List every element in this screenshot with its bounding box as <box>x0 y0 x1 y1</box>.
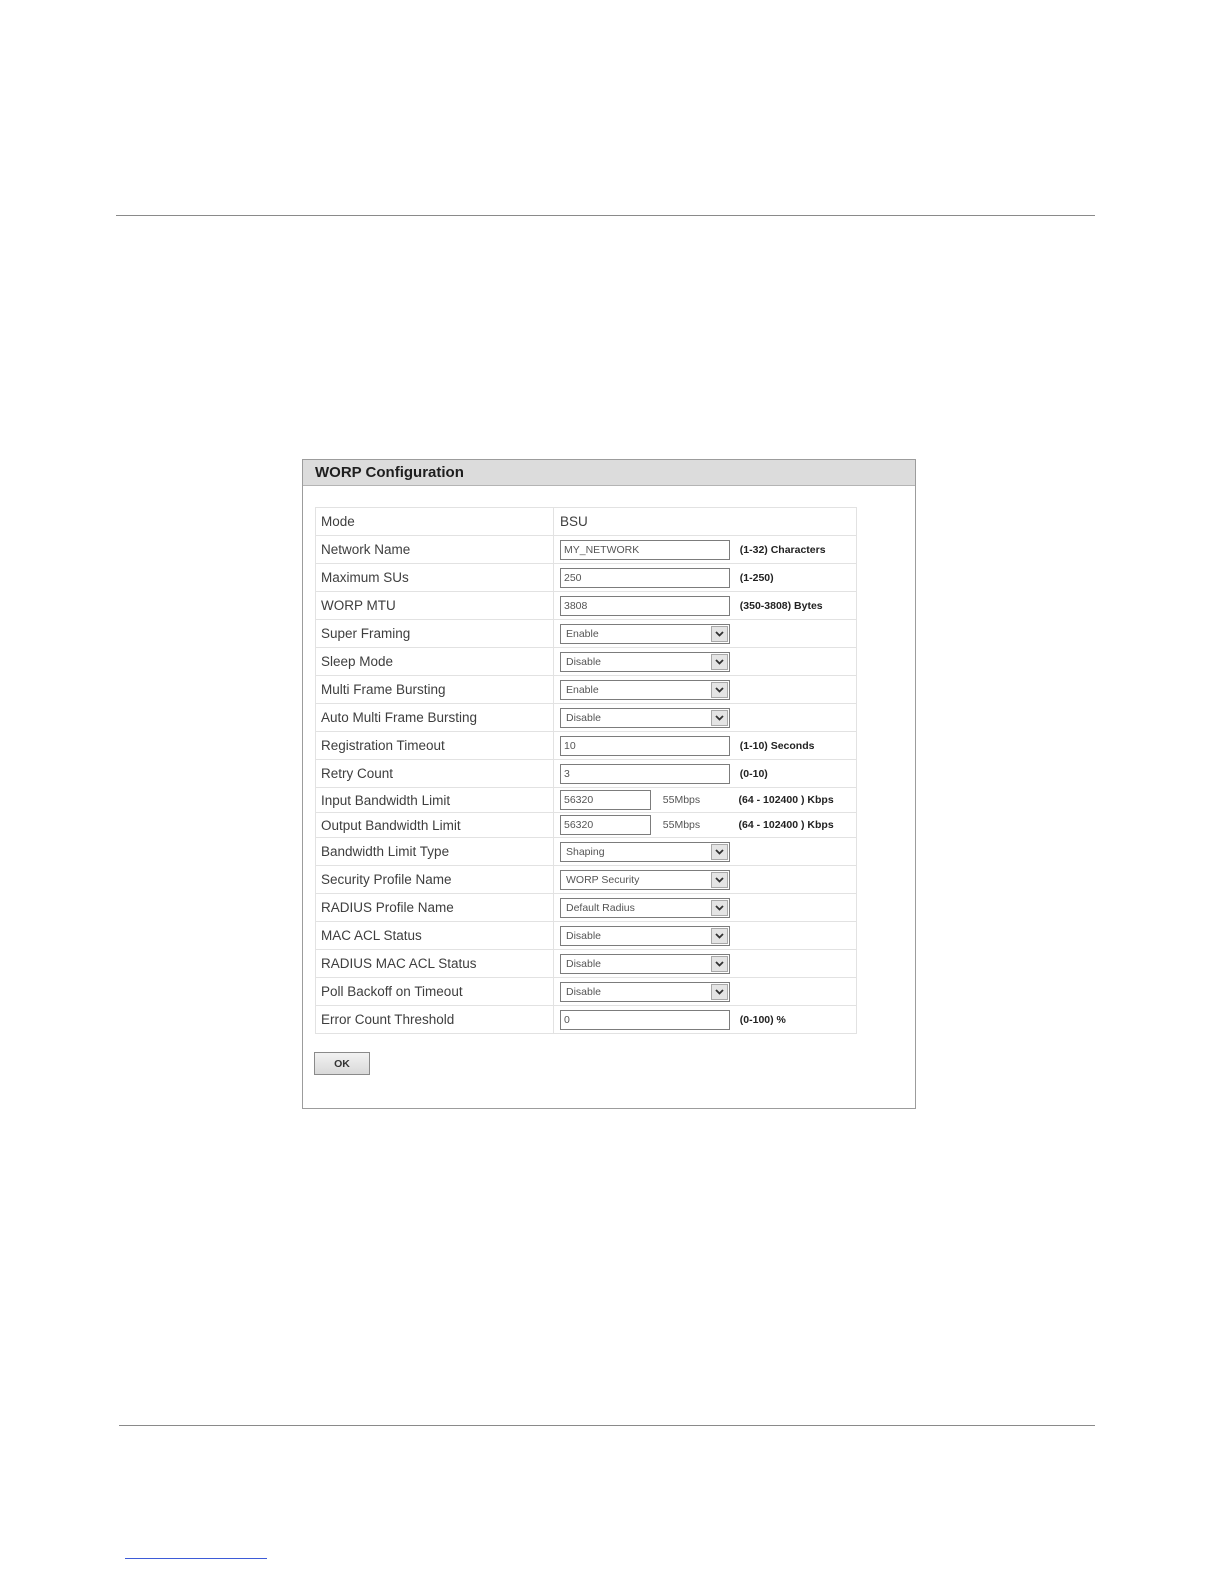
row-security-profile-name <box>316 866 857 894</box>
chevron-down-icon[interactable] <box>711 956 728 972</box>
row-poll-backoff-on-timeout <box>316 978 857 1006</box>
chevron-down-icon[interactable] <box>711 682 728 698</box>
super-framing-value: Enable <box>566 627 599 640</box>
chevron-down-icon[interactable] <box>711 654 728 670</box>
output-bw-limit-unit: 55Mbps <box>662 819 701 831</box>
row-max-sus <box>316 564 857 592</box>
row-multi-frame-bursting <box>316 676 857 704</box>
radius-profile-label: RADIUS Profile Name <box>316 894 554 922</box>
super-framing-select[interactable] <box>560 624 730 644</box>
input-bw-limit-input[interactable] <box>560 790 651 810</box>
poll-backoff-select[interactable] <box>560 982 730 1002</box>
input-bw-limit-hint: (64 - 102400 ) Kbps <box>738 794 834 806</box>
multi-frame-bursting-value: Enable <box>566 683 599 696</box>
row-super-framing <box>316 620 857 648</box>
chevron-down-icon[interactable] <box>711 928 728 944</box>
chevron-down-icon[interactable] <box>711 626 728 642</box>
network-name-label: Network Name <box>316 536 554 564</box>
bw-limit-type-label: Bandwidth Limit Type <box>316 838 554 866</box>
worp-mtu-input[interactable] <box>560 596 730 616</box>
sleep-mode-value: Disable <box>566 655 602 668</box>
chevron-down-icon[interactable] <box>711 844 728 860</box>
poll-backoff-label: Poll Backoff on Timeout <box>316 978 554 1006</box>
sleep-mode-select[interactable] <box>560 652 730 672</box>
output-bw-limit-input[interactable] <box>560 815 651 835</box>
row-output-bandwidth-limit <box>316 813 857 838</box>
footer-link-underline <box>125 1558 267 1559</box>
chevron-down-icon[interactable] <box>711 984 728 1000</box>
super-framing-label: Super Framing <box>316 620 554 648</box>
radius-mac-acl-status-select[interactable] <box>560 954 730 974</box>
row-radius-profile-name <box>316 894 857 922</box>
retry-count-input[interactable] <box>560 764 730 784</box>
bw-limit-type-select[interactable] <box>560 842 730 862</box>
error-count-threshold-label: Error Count Threshold <box>316 1006 554 1034</box>
max-sus-label: Maximum SUs <box>316 564 554 592</box>
worp-config-table <box>315 507 857 1034</box>
max-sus-input[interactable] <box>560 568 730 588</box>
registration-timeout-input[interactable] <box>560 736 730 756</box>
output-bw-limit-hint: (64 - 102400 ) Kbps <box>738 819 834 831</box>
input-bw-limit-unit: 55Mbps <box>662 794 701 806</box>
output-bw-limit-label: Output Bandwidth Limit <box>316 813 554 838</box>
chevron-down-icon[interactable] <box>711 872 728 888</box>
max-sus-hint: (1-250) <box>739 571 774 584</box>
radius-mac-acl-status-value: Disable <box>566 957 602 970</box>
auto-multi-frame-bursting-value: Disable <box>566 711 602 724</box>
mac-acl-status-value: Disable <box>566 929 602 942</box>
auto-multi-frame-bursting-select[interactable] <box>560 708 730 728</box>
security-profile-label: Security Profile Name <box>316 866 554 894</box>
radius-profile-value: Default Radius <box>566 901 635 914</box>
row-mode <box>316 508 857 536</box>
ok-button[interactable]: OK <box>314 1052 370 1075</box>
row-mac-acl-status <box>316 922 857 950</box>
poll-backoff-value: Disable <box>566 985 602 998</box>
input-bw-limit-label: Input Bandwidth Limit <box>316 788 554 813</box>
error-count-threshold-hint: (0-100) % <box>739 1013 786 1026</box>
registration-timeout-label: Registration Timeout <box>316 732 554 760</box>
chevron-down-icon[interactable] <box>711 710 728 726</box>
row-bandwidth-limit-type <box>316 838 857 866</box>
chevron-down-icon[interactable] <box>711 900 728 916</box>
registration-timeout-hint: (1-10) Seconds <box>739 739 815 752</box>
mac-acl-status-label: MAC ACL Status <box>316 922 554 950</box>
row-worp-mtu <box>316 592 857 620</box>
row-sleep-mode <box>316 648 857 676</box>
bw-limit-type-value: Shaping <box>566 845 605 858</box>
multi-frame-bursting-select[interactable] <box>560 680 730 700</box>
header-divider <box>116 215 1095 216</box>
row-network-name <box>316 536 857 564</box>
row-retry-count <box>316 760 857 788</box>
panel-title: WORP Configuration <box>303 460 915 486</box>
row-auto-multi-frame-bursting <box>316 704 857 732</box>
auto-multi-frame-bursting-label: Auto Multi Frame Bursting <box>316 704 554 732</box>
network-name-input[interactable] <box>560 540 730 560</box>
worp-mtu-hint: (350-3808) Bytes <box>739 599 823 612</box>
mode-label: Mode <box>316 508 554 536</box>
row-radius-mac-acl-status <box>316 950 857 978</box>
multi-frame-bursting-label: Multi Frame Bursting <box>316 676 554 704</box>
worp-mtu-label: WORP MTU <box>316 592 554 620</box>
mac-acl-status-select[interactable] <box>560 926 730 946</box>
retry-count-label: Retry Count <box>316 760 554 788</box>
radius-mac-acl-status-label: RADIUS MAC ACL Status <box>316 950 554 978</box>
row-input-bandwidth-limit <box>316 788 857 813</box>
row-registration-timeout <box>316 732 857 760</box>
sleep-mode-label: Sleep Mode <box>316 648 554 676</box>
security-profile-select[interactable] <box>560 870 730 890</box>
error-count-threshold-input[interactable] <box>560 1010 730 1030</box>
network-name-hint: (1-32) Characters <box>739 543 826 556</box>
retry-count-hint: (0-10) <box>739 767 768 780</box>
security-profile-value: WORP Security <box>566 873 640 886</box>
row-error-count-threshold <box>316 1006 857 1034</box>
radius-profile-select[interactable] <box>560 898 730 918</box>
mode-value: BSU <box>560 514 588 529</box>
worp-configuration-panel <box>302 459 916 1109</box>
footer-divider <box>119 1425 1095 1426</box>
